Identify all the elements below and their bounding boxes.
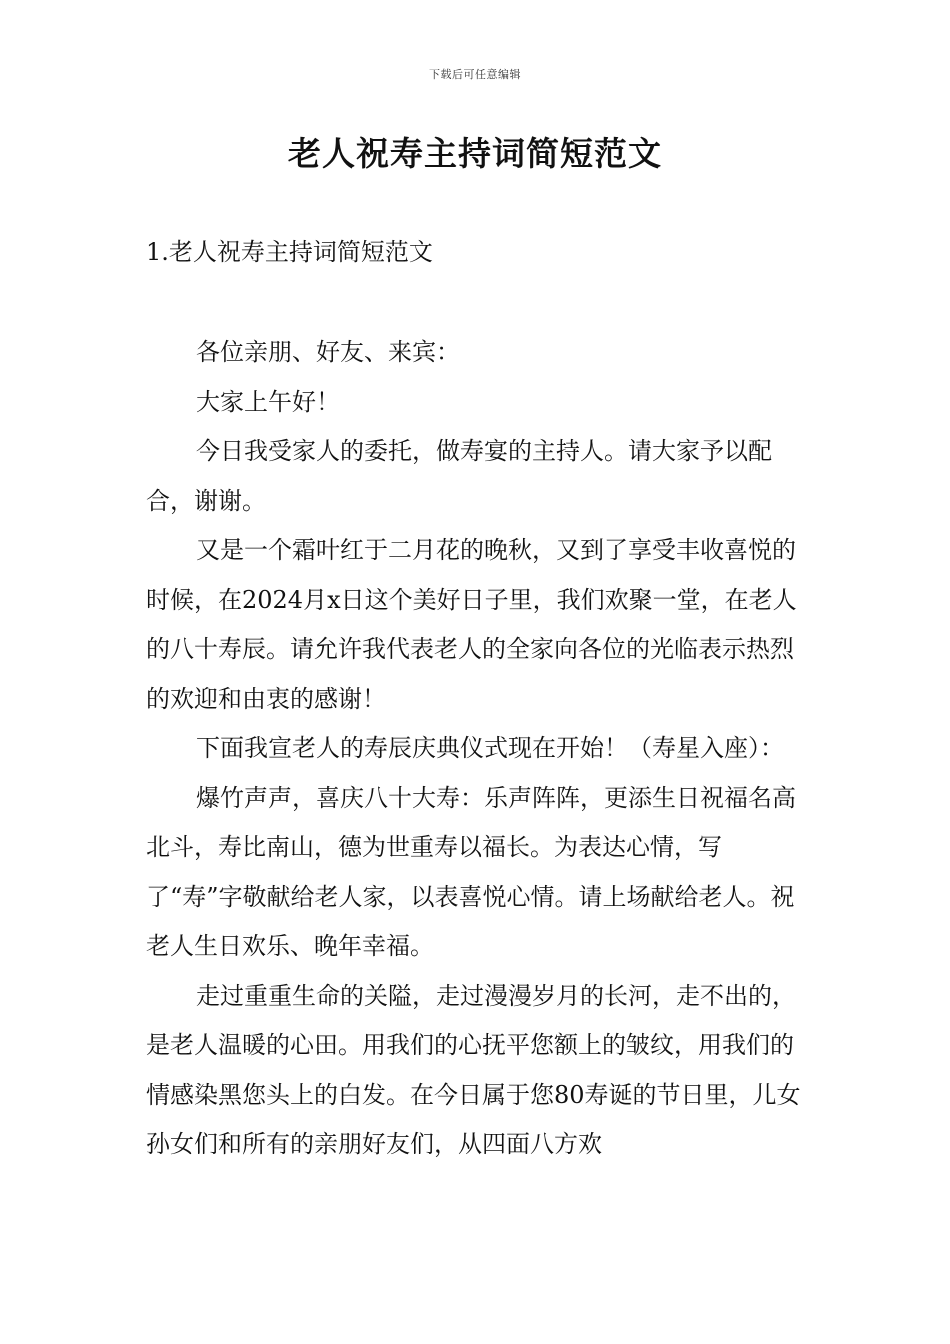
- paragraph-good-morning: 大家上午好！: [196, 387, 340, 416]
- paragraph-host-intro: 今日我受家人的委托，做寿宴的主持人。请大家予以配合，谢谢。: [146, 437, 772, 515]
- paragraph-greeting: 各位亲朋、好友、来宾：: [196, 338, 460, 366]
- header-note: 下载后可任意编辑: [429, 68, 521, 81]
- page-title: 老人祝寿主持词简短范文: [288, 134, 662, 173]
- section-heading: 1.老人祝寿主持词简短范文: [146, 238, 433, 266]
- paragraph-tribute: 走过重重生命的关隘，走过漫漫岁月的长河，走不出的，是老人温暖的心田。用我们的心抚平您额上的皱纹，用我们的情感染黑您头上的白发。在今日属于您80寿诞的节日里，儿女孙女们和所有的亲朋好友们，从四面八方欢: [146, 981, 801, 1158]
- paragraph-blessing: 爆竹声声，喜庆八十大寿：乐声阵阵，更添生日祝福名高北斗，寿比南山，德为世重寿以福长。为表达心情，写了“寿”字敬献给老人家，以表喜悦心情。请上场献给老人。祝老人生日欢乐、晚年幸福。: [146, 783, 796, 960]
- paragraph-ceremony-start: 下面我宣老人的寿辰庆典仪式现在开始！（寿星入座）：: [196, 734, 784, 762]
- paragraph-occasion: 又是一个霜叶红于二月花的晚秋，又到了享受丰收喜悦的时候，在2024月x日这个美好日子里，我们欢聚一堂，在老人的八十寿辰。请允许我代表老人的全家向各位的光临表示热烈的欢迎和由衷的感谢！: [146, 536, 797, 713]
- document-body: [146, 328, 806, 1170]
